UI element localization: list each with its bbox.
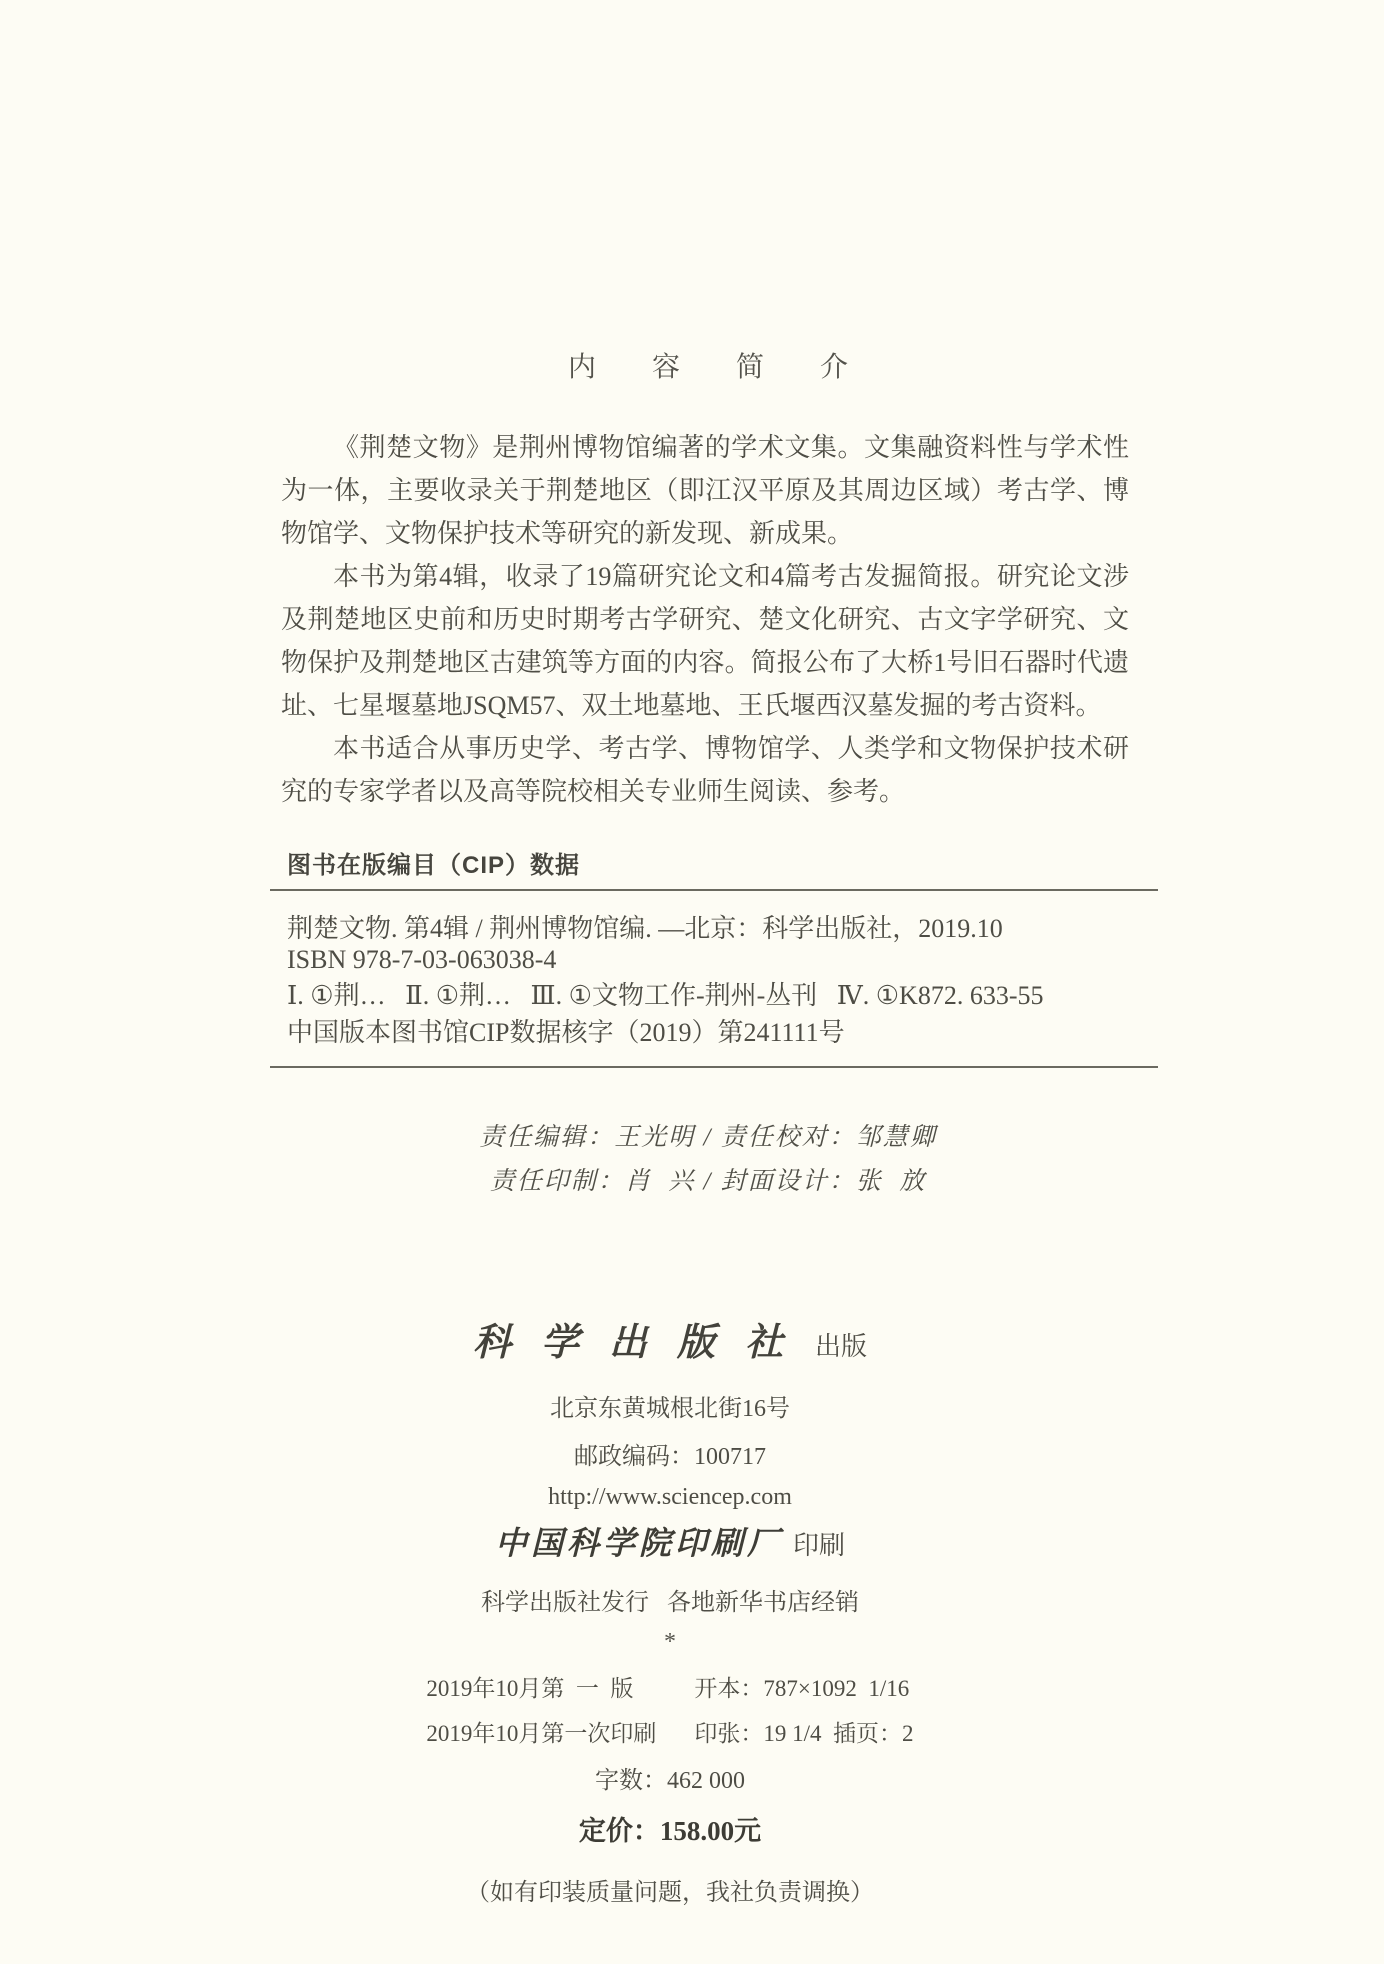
colophon-section [20,1320,1320,1907]
page-title: 内容简介 [567,352,904,383]
cip-title-line: 荆楚文物. 第4辑 / 荆州博物馆编. —北京：科学出版社，2019.10 [287,914,1003,943]
postal-code: 邮政编码：100717 [574,1444,766,1470]
sheets-info: 印张：19 1/4 插页：2 [694,1721,914,1746]
cip-body [270,891,1158,1049]
credits-printing: 责任印制：肖 兴 / 封面设计：张 放 [489,1168,927,1195]
intro-section [281,426,1129,813]
publisher-line [20,1320,1320,1374]
format-info: 开本：787×1092 1/16 [694,1676,910,1701]
price: 定价：158.00元 [578,1816,762,1846]
intro-paragraph-1: 《荆楚文物》是荆州博物馆编著的学术文集。文集融资料性与学术性为一体，主要收录关于荆楚地区（即江汉平原及其周边区域）考古学、博物馆学、文物保护技术等研究的新发现、新成果。 [281,433,1129,548]
credits-section [280,1116,1136,1204]
credits-editors: 责任编辑：王光明 / 责任校对：邹慧卿 [479,1124,937,1151]
distribution-line: 科学出版社发行 各地新华书店经销 [481,1590,859,1616]
edition-table [426,1670,913,1748]
cip-header: 图书在版编目（CIP）数据 [287,852,581,879]
publish-label: 出版 [815,1332,868,1361]
word-count: 字数：462 000 [595,1768,745,1794]
publisher-name: 科学出版社 [472,1322,813,1364]
cip-classification: Ⅰ. ①荆… Ⅱ. ①荆… Ⅲ. ①文物工作-荆州-丛刊 Ⅳ. ①K872. 633-55 [287,981,1044,1010]
publisher-url: http://www.sciencep.com [548,1484,792,1510]
intro-paragraph-2: 本书为第4辑，收录了19篇研究论文和4篇考古发掘简报。研究论文涉及荆楚地区史前和历史时期考古学研究、楚文化研究、古文字学研究、文物保护及荆楚地区古建筑等方面的内容。简报公布了大桥1号旧石器时代遗址、七星堰墓地JSQM57、双土地墓地、王氏堰西汉墓发掘的考古资料。 [281,562,1129,720]
separator-asterisk: * [664,1629,676,1655]
print-label: 印刷 [793,1531,846,1560]
printer-line [20,1523,1320,1570]
publisher-address: 北京东黄城根北街16号 [550,1396,790,1422]
cip-bottom-rule [270,1066,1158,1068]
printer-name: 中国科学院印刷厂 [494,1525,783,1561]
print-run: 2019年10月第一次印刷 [426,1721,657,1746]
cip-box [270,845,1158,1068]
cip-record-number: 中国版本图书馆CIP数据核字（2019）第241111号 [287,1018,845,1047]
intro-paragraph-3: 本书适合从事历史学、考古学、博物馆学、人类学和文物保护技术研究的专家学者以及高等院校相关专业师生阅读、参考。 [281,734,1129,806]
cip-isbn: ISBN 978-7-03-063038-4 [287,945,557,974]
edition-date: 2019年10月第 一 版 [426,1676,634,1701]
quality-notice: （如有印装质量问题，我社负责调换） [466,1880,874,1906]
